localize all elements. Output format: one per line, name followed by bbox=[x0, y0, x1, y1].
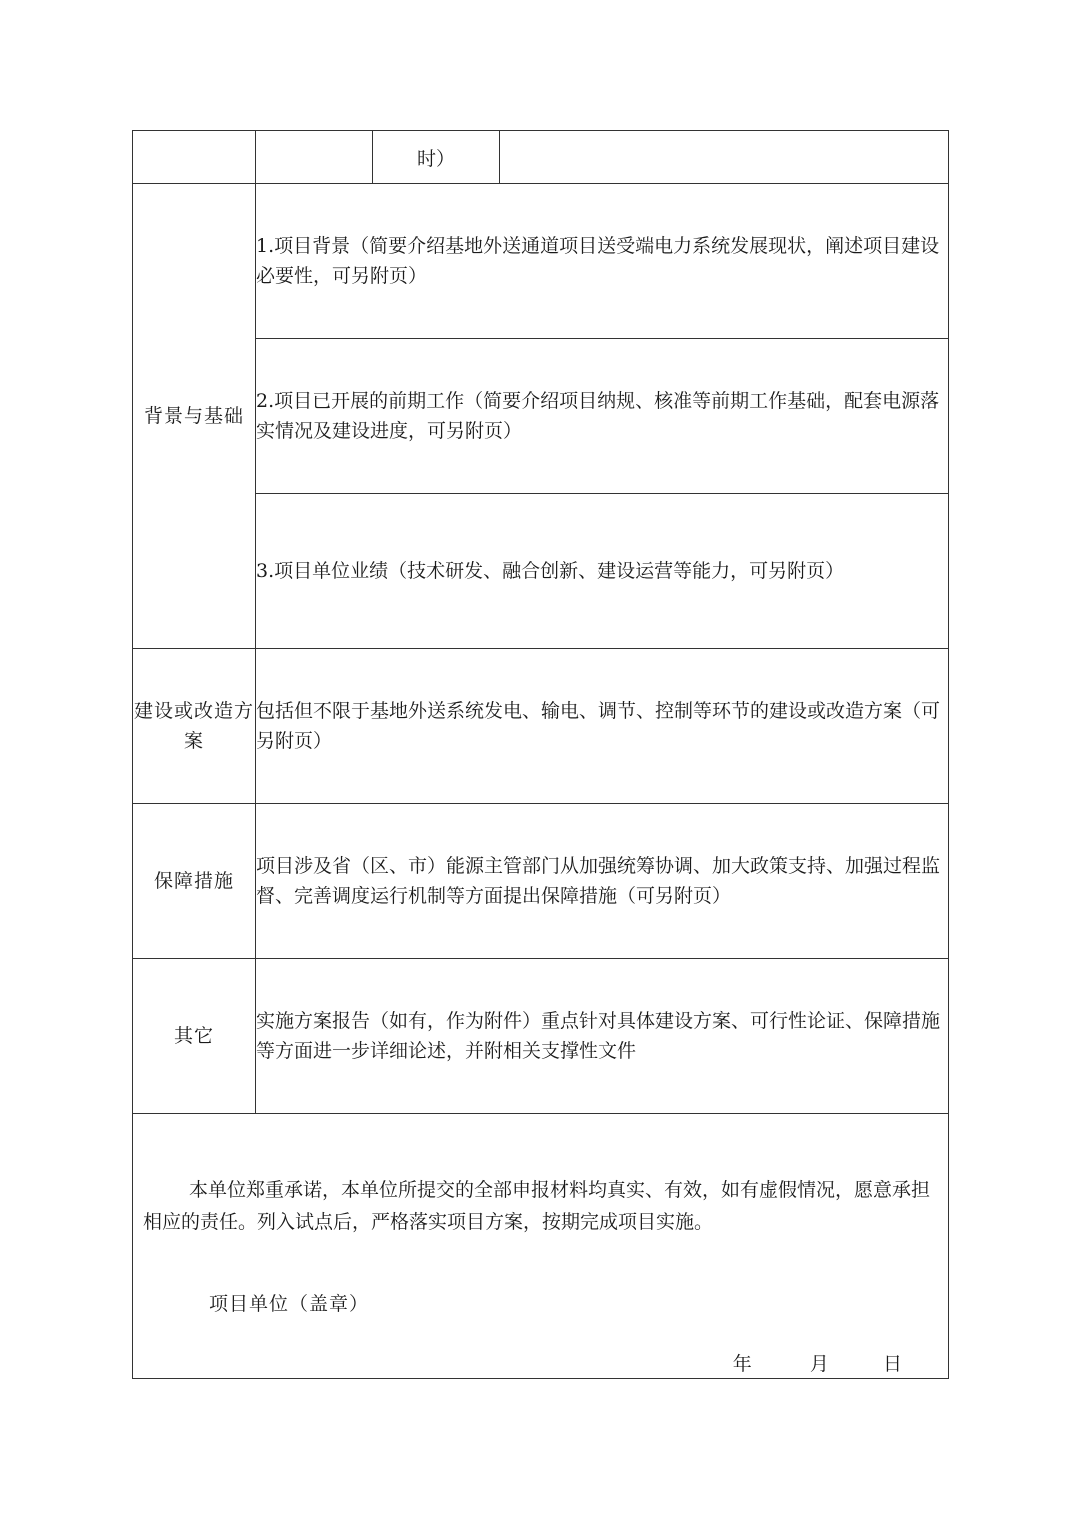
background-item-unit-performance: 3.项目单位业绩（技术研发、融合创新、建设运营等能力，可另附页） bbox=[256, 494, 949, 649]
pledge-unit-seal: 项目单位（盖章） bbox=[209, 1293, 370, 1315]
safeguard-content: 项目涉及省（区、市）能源主管部门从加强统筹协调、加大政策支持、加强过程监督、完善调度运行机制等方面提出保障措施（可另附页） bbox=[256, 804, 949, 959]
continuation-content-cell bbox=[256, 131, 949, 184]
other-label: 其它 bbox=[133, 959, 256, 1114]
continuation-subcell-3 bbox=[500, 131, 948, 183]
background-item-preliminary-work: 2.项目已开展的前期工作（简要介绍项目纳规、核准等前期工作基础，配套电源落实情况及建设进度，可另附页） bbox=[256, 339, 949, 494]
date-month: 月 bbox=[809, 1353, 829, 1375]
date-day: 日 bbox=[882, 1353, 902, 1375]
pledge-cell bbox=[133, 1114, 949, 1379]
pledge-text: 本单位郑重承诺，本单位所提交的全部申报材料均真实、有效，如有虚假情况，愿意承担相应的责任。列入试点后，严格落实项目方案，按期完成项目实施。 bbox=[143, 1179, 931, 1233]
continuation-subcell-1 bbox=[256, 131, 373, 183]
date-year: 年 bbox=[732, 1353, 752, 1375]
continuation-fragment: 时） bbox=[417, 147, 456, 170]
construction-label: 建设或改造方案 bbox=[133, 649, 256, 804]
construction-content: 包括但不限于基地外送系统发电、输电、调节、控制等环节的建设或改造方案（可另附页） bbox=[256, 649, 949, 804]
safeguard-row bbox=[133, 804, 949, 959]
other-content: 实施方案报告（如有，作为附件）重点针对具体建设方案、可行性论证、保障措施等方面进一步详细论述，并附相关支撑性文件 bbox=[256, 959, 949, 1114]
continuation-label-cell bbox=[133, 131, 256, 184]
construction-row bbox=[133, 649, 949, 804]
background-row-2 bbox=[133, 339, 949, 494]
other-row bbox=[133, 959, 949, 1114]
background-label: 背景与基础 bbox=[133, 184, 256, 649]
background-item-project-background: 1.项目背景（简要介绍基地外送通道项目送受端电力系统发展现状，阐述项目建设必要性，可另附页） bbox=[256, 184, 949, 339]
pledge-date bbox=[733, 1348, 902, 1380]
background-row-1 bbox=[133, 184, 949, 339]
continuation-row bbox=[133, 131, 949, 184]
background-row-3 bbox=[133, 494, 949, 649]
application-form-table bbox=[132, 130, 949, 1379]
pledge-row bbox=[133, 1114, 949, 1379]
continuation-subcell-2 bbox=[373, 131, 500, 183]
safeguard-label: 保障措施 bbox=[133, 804, 256, 959]
